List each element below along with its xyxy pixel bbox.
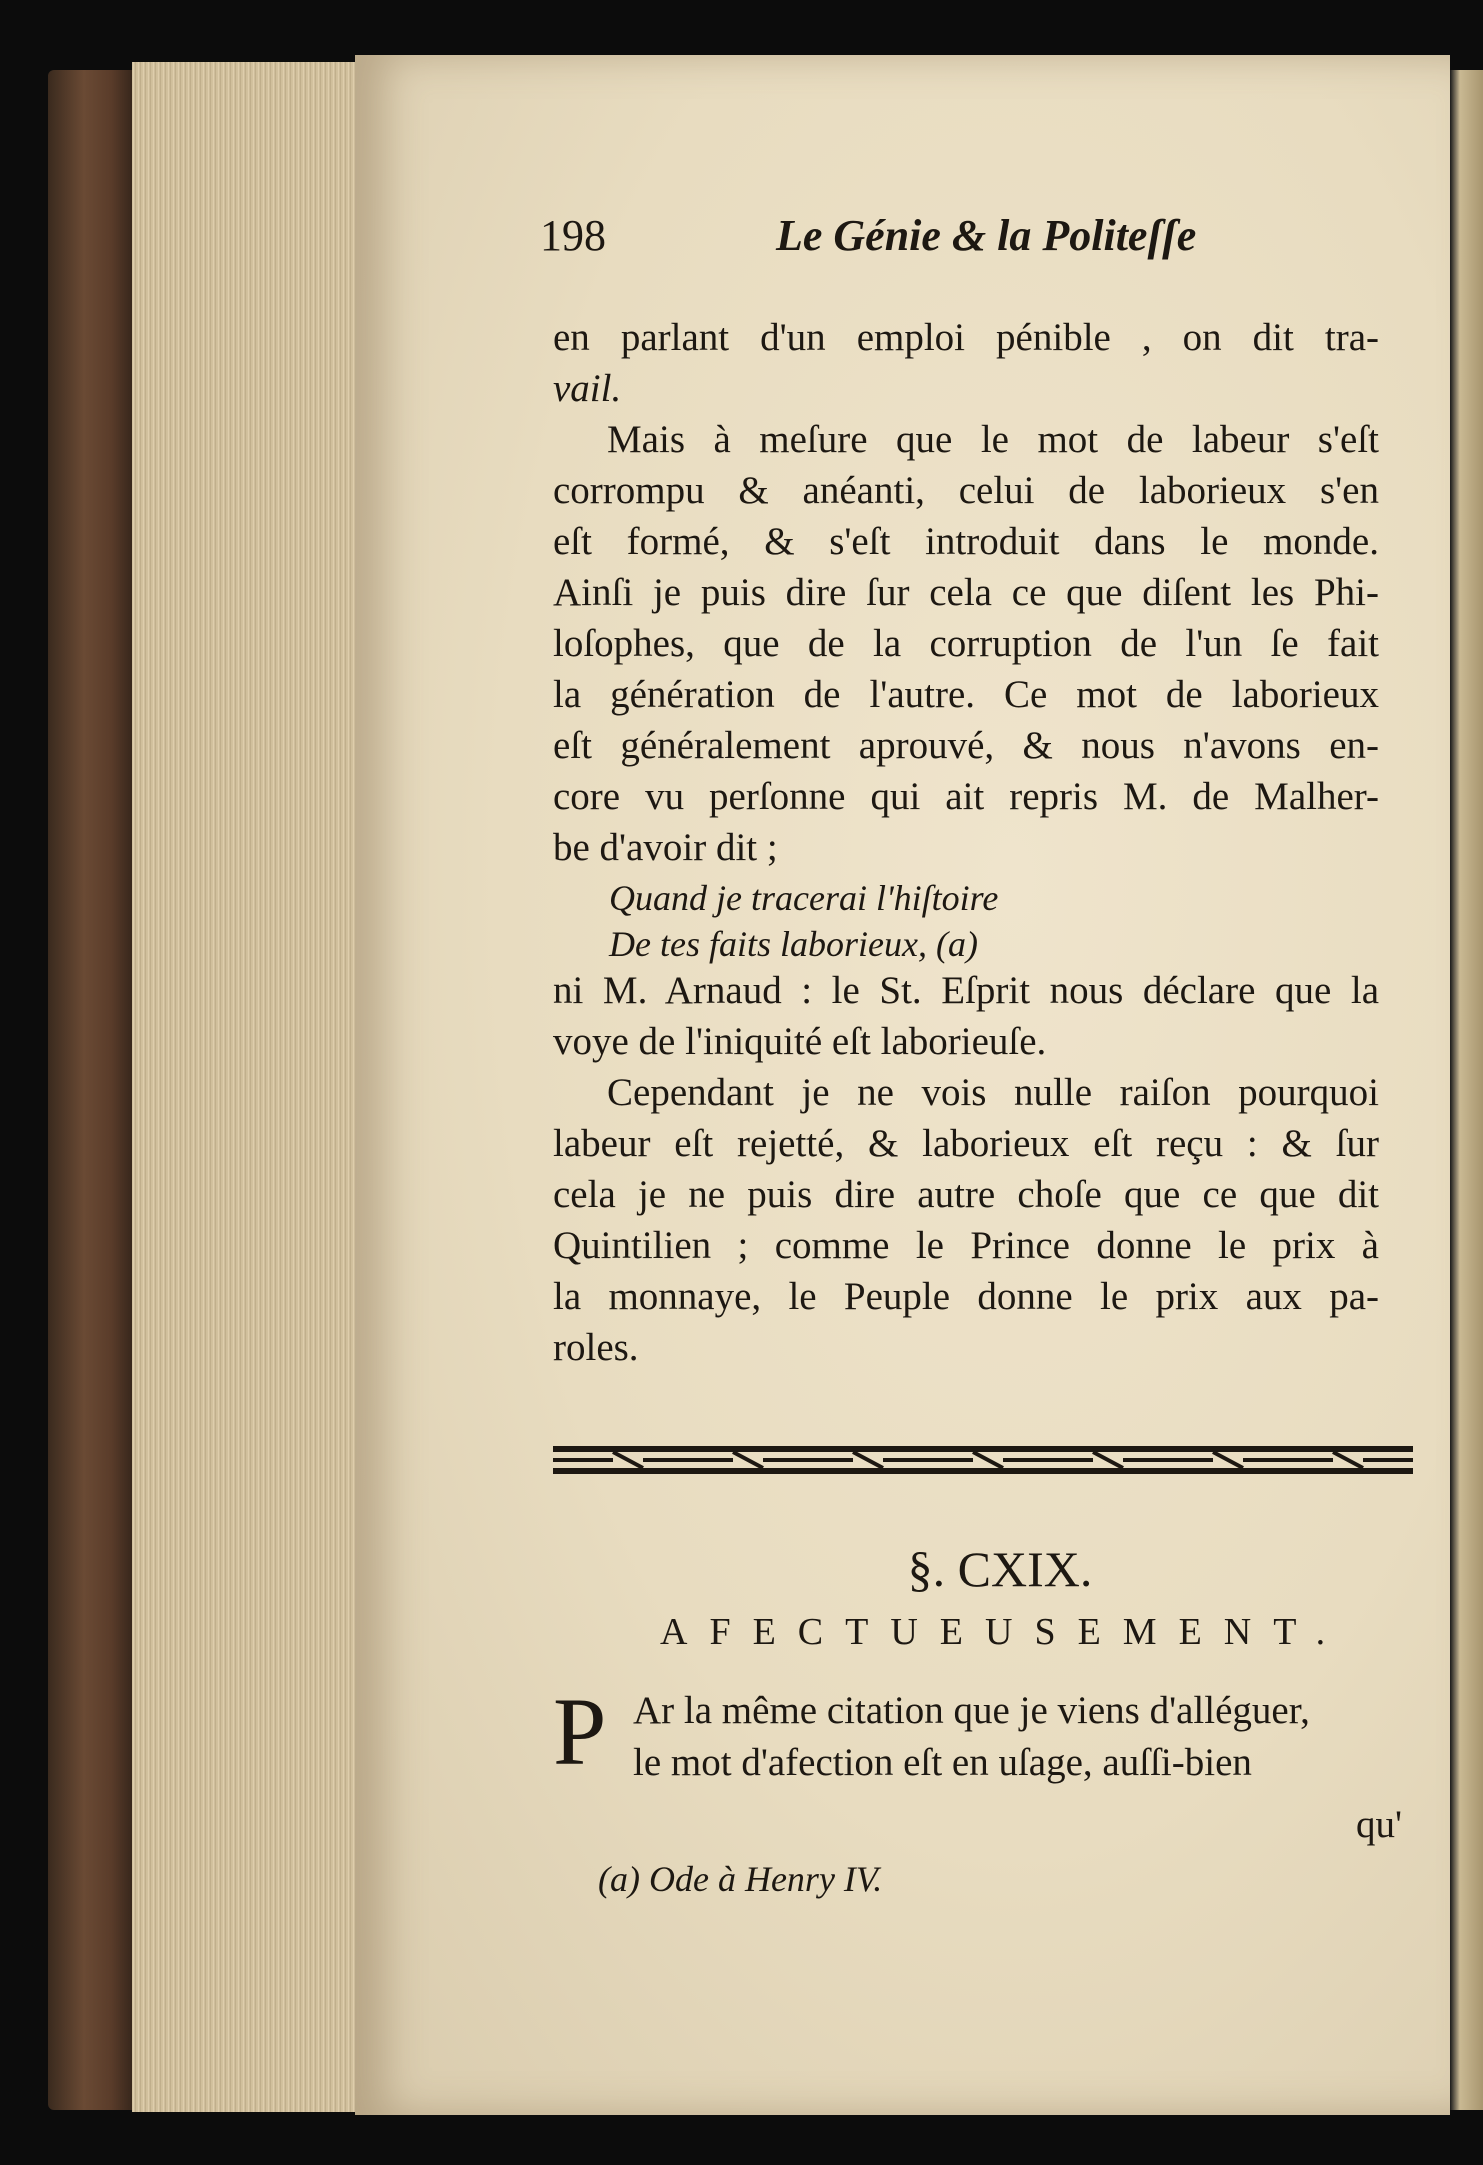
running-header	[540, 210, 1300, 270]
page-stack-edges	[132, 62, 362, 2112]
text-line: eſt formé, & s'eſt introduit dans le monde.	[553, 520, 1379, 563]
text-line: vail.	[553, 367, 622, 410]
text-line: la génération de l'autre. Ce mot de laborieux	[553, 673, 1379, 716]
verse-line: Quand je tracerai l'hiſtoire	[609, 878, 999, 918]
text-line: corrompu & anéanti, celui de laborieux s'en	[553, 469, 1379, 512]
text-line: labeur eſt rejetté, & laborieux eſt reçu : & ſur	[553, 1122, 1379, 1165]
text-line: la monnaye, le Peuple donne le prix aux pa-	[553, 1275, 1379, 1318]
text-line: core vu perſonne qui ait repris M. de Malher-	[553, 775, 1379, 818]
text-line: eſt généralement aprouvé, & nous n'avons en-	[553, 724, 1379, 767]
text-line: le mot d'afection eſt en uſage, auſſi-bien	[633, 1741, 1252, 1784]
ornamental-rule	[553, 1440, 1413, 1480]
text-line: Mais à meſure que le mot de labeur s'eſt	[607, 418, 1379, 461]
text-line: Ainſi je puis dire ſur cela ce que diſent les Phi-	[553, 571, 1379, 614]
text-line: cela je ne puis dire autre choſe que ce que dit	[553, 1173, 1379, 1216]
page-number: 198	[540, 211, 606, 260]
paragraph	[553, 1678, 1413, 1789]
main-text	[553, 312, 1379, 1373]
facing-page-edge	[1450, 70, 1483, 2110]
text-line: be d'avoir dit ;	[553, 826, 778, 869]
verse-line: De tes faits laborieux, (a)	[609, 924, 978, 964]
drop-cap: P	[553, 1678, 607, 1785]
book-cover-edge	[48, 70, 138, 2110]
text-line: ni M. Arnaud : le St. Eſprit nous déclare que la	[553, 969, 1379, 1012]
section-number: §. CXIX.	[907, 1541, 1093, 1597]
text-line: voye de l'iniquité eſt laborieuſe.	[553, 1020, 1047, 1063]
running-title: Le Génie & la Politeſſe	[776, 211, 1197, 260]
text-line: roles.	[553, 1326, 639, 1369]
text-line: en parlant d'un emploi pénible , on dit tra-	[553, 316, 1379, 359]
text-line: loſophes, que de la corruption de l'un ſe fait	[553, 622, 1379, 665]
text-line: Ar la même citation que je viens d'alléguer,	[633, 1689, 1310, 1732]
catchword: qu'	[1356, 1803, 1403, 1846]
section-title: AFECTUEUSEMENT.	[660, 1611, 1348, 1653]
text-line: Quintilien ; comme le Prince donne le prix à	[553, 1224, 1379, 1267]
footnote: (a) Ode à Henry IV.	[598, 1859, 883, 1899]
text-line: Cependant je ne vois nulle raiſon pourquoi	[607, 1071, 1379, 1114]
